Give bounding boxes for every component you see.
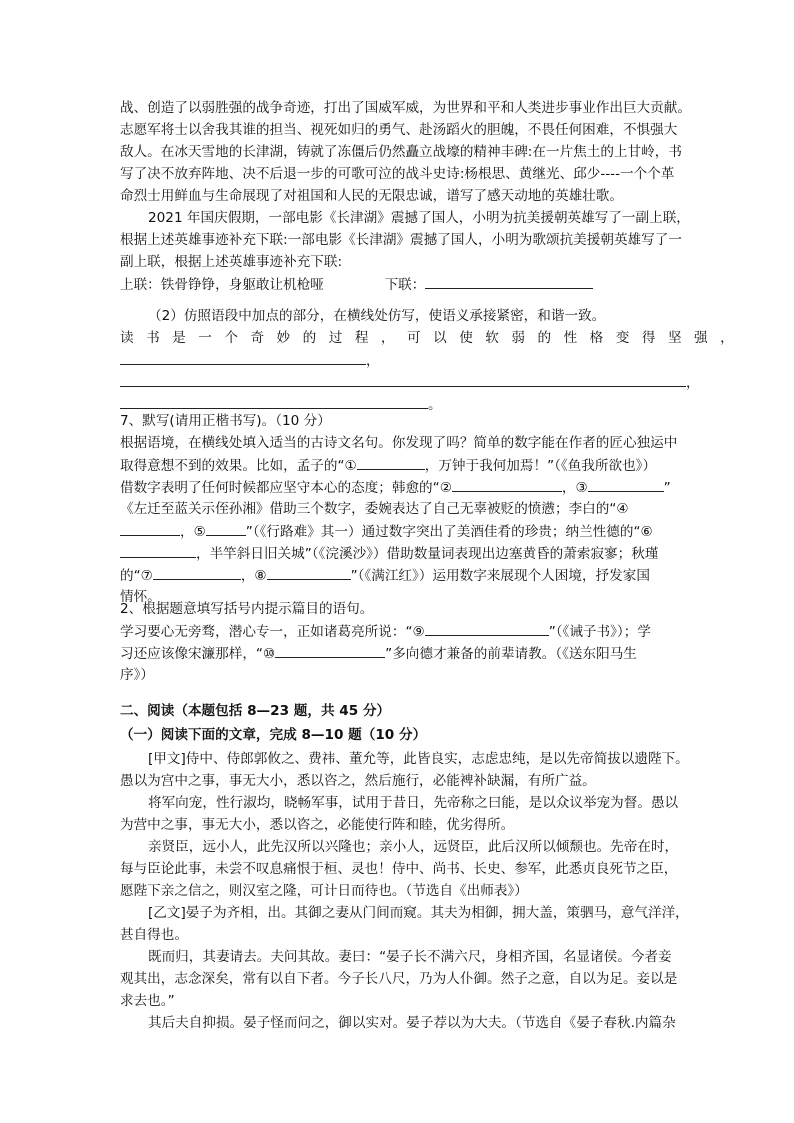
question-instruction: （2）仿照语段中加点的部分，在横线处仿写，使语义承接紧密，和谐一致。 — [148, 308, 606, 324]
answer-blank-6[interactable] — [120, 543, 196, 558]
answer-blank-1[interactable] — [357, 455, 425, 470]
text-line: 学习要心无旁骛，潜心专一，正如诸葛亮所说：“⑨ ”（《诫子书》）；学 — [120, 621, 700, 642]
answer-blank[interactable] — [120, 394, 428, 409]
text-line: ，⑤ ”（《行路难》其一）通过数字突出了美酒佳肴的珍贵；纳兰性德的“⑥ — [120, 521, 700, 542]
passage-line: 甚自得也。 — [120, 927, 188, 943]
answer-blank-3[interactable] — [588, 477, 664, 492]
passage-line: 愚以为宫中之事，事无大小，悉以咨之，然后施行，必能裨补缺漏，有所广益。 — [120, 773, 596, 789]
question-title: 7、默写(请用正楷书写)。（10 分） — [120, 413, 331, 429]
passage-line: 既而归，其妻请去。夫问其故。妻曰：“晏子长不满六尺，身相齐国，名显诸侯。今者妾 — [148, 949, 672, 965]
subsection-title: （一）阅读下面的文章，完成 8—10 题（10 分） — [120, 727, 427, 743]
text-line: 副上联，根据上述英雄事迹补充下联: — [120, 254, 343, 270]
text-line: 情怀。 — [120, 589, 161, 605]
lower-couplet-label: 下联： — [384, 277, 426, 293]
answer-blank[interactable] — [425, 274, 593, 289]
passage-line: [甲文]侍中、侍郎郭攸之、费祎、董允等，此皆良实，志虑忠纯，是以先帝简拔以遗陛下。 — [148, 751, 689, 767]
answer-blank-5[interactable] — [206, 521, 246, 536]
answer-blank-9[interactable] — [425, 621, 549, 636]
passage-line: 亲贤臣，远小人，此先汉所以兴隆也；亲小人，远贤臣，此后汉所以倾颓也。先帝在时， — [148, 839, 679, 855]
text-line: 命烈士用鲜血与生命展现了对祖国和人民的无限忠诚，谱写了感天动地的英雄壮歌。 — [120, 188, 623, 204]
answer-blank-2[interactable] — [452, 477, 562, 492]
text-line: ，半竿斜日旧关城”（《浣溪沙》）借助数量词表现出边塞黄昏的萧索寂寥；秋瑾 — [120, 543, 700, 564]
passage-line: 将军向宠，性行淑均，晓畅军事，试用于昔日，先帝称之曰能，是以众议举宠为督。愚以 — [148, 795, 679, 811]
passage-line: 其后夫自抑损。晏子怪而问之，御以实对。晏子荐以为大夫。（节选自《晏子春秋.内篇杂 — [148, 1015, 676, 1031]
text-line: 写了决不放弃阵地、决不后退一步的可歌可泣的战斗史诗:杨根思、黄继光、邱少----一个个革 — [120, 166, 675, 182]
text-line: 《左迁至蓝关示侄孙湘》借助三个数字，委婉表达了自己无辜被贬的愤懑；李白的“④ — [120, 501, 629, 517]
answer-line: ， — [120, 350, 700, 371]
section-title: 二、阅读（本题包括 8—23 题，共 45 分） — [120, 703, 391, 719]
text-line: 习还应该像宋濂那样，“⑩ ”多向德才兼备的前辈请教。（《送东阳马生 — [120, 643, 700, 664]
passage-line: [乙文]晏子为齐相，出。其御之妻从门间而窥。其夫为相御，拥大盖，策驷马，意气洋洋， — [148, 905, 689, 921]
answer-blank-10[interactable] — [275, 643, 385, 658]
answer-blank-7[interactable] — [153, 565, 241, 580]
passage-line: 求去也。” — [120, 993, 175, 1009]
couplet-line — [120, 274, 700, 295]
question-title: 2、根据题意填写括号内提示篇目的语句。 — [120, 601, 374, 617]
text-line: 的“⑦ ，⑧ ”（《满江红》）运用数字来展现个人困境，抒发家国 — [120, 565, 700, 586]
text-line: 取得意想不到的效果。比如，孟子的“① ，万钟于我何加焉！”（《鱼我所欲也》） — [120, 455, 700, 476]
text-line: 敌人。在冰天雪地的长津湖，铸就了冻僵后仍然矗立战壕的精神丰碑:在一片焦土的上甘岭，书 — [120, 144, 682, 160]
text-line: 借数字表明了任何时候都应坚守本心的态度；韩愈的“② ，③ ” — [120, 477, 700, 498]
passage-line: 为营中之事，事无大小，悉以咨之，必能使行阵和睦，优劣得所。 — [120, 817, 515, 833]
text-line: 序》） — [120, 667, 154, 683]
text-line: 2021 年国庆假期，一部电影《长津湖》震撼了国人，小明为抗美援朝英雄写了一副上联， — [148, 210, 690, 226]
text-line: 读书是一个奇妙的过程，可以使软弱的性格变得坚强， — [120, 330, 747, 346]
answer-line: ， — [120, 372, 700, 393]
passage-line: 观其出，志念深矣，常有以自下者。今子长八尺，乃为人仆御。然子之意，自以为足。妾以是 — [120, 971, 678, 987]
answer-blank[interactable] — [120, 372, 686, 387]
answer-blank-8[interactable] — [267, 565, 351, 580]
passage-line: 每与臣论此事，未尝不叹息痛恨于桓、灵也！侍中、尚书、长史、参军，此悉贞良死节之臣， — [120, 861, 678, 877]
text-line: 战、创造了以弱胜强的战争奇迹，打出了国威军威，为世界和平和人类进步事业作出巨大贡献。 — [120, 100, 691, 116]
answer-line: 。 — [120, 394, 700, 415]
text-line: 根据语境，在横线处填入适当的古诗文名句。你发现了吗？简单的数字能在作者的匠心独运中 — [120, 435, 678, 451]
text-line: 志愿军将士以舍我其谁的担当、视死如归的勇气、赴汤蹈火的胆魄，不畏任何困难，不惧强大 — [120, 122, 678, 138]
answer-blank[interactable] — [120, 350, 366, 365]
answer-blank-4[interactable] — [120, 521, 180, 536]
upper-couplet: 上联：铁骨铮铮，身躯敢让机枪哑 — [120, 277, 324, 293]
passage-line: 愿陛下亲之信之，则汉室之隆，可计日而待也。（节选自《出师表》） — [120, 883, 528, 899]
text-line: 根据上述英雄事迹补充下联:一部电影《长津湖》震撼了国人，小明为歌颂抗美援朝英雄写了一 — [120, 232, 682, 248]
